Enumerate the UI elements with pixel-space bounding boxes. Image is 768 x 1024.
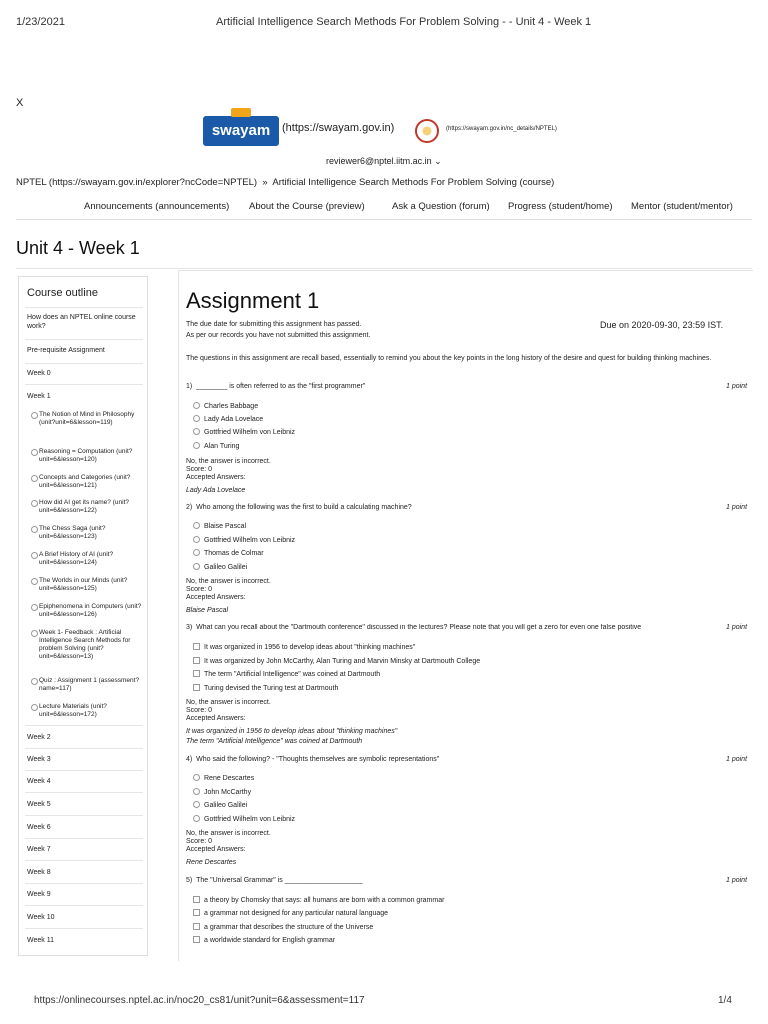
question-3: 3) What can you recall about the "Dartmouth conference" discussed in the lectures? Please note that you will get a zero for even one false positive: [186, 624, 642, 631]
sidebar-item-week-9[interactable]: Week 9: [27, 891, 51, 898]
lesson-item[interactable]: Epiphenomena in Computers (unit?unit=6&lesson=126): [31, 603, 143, 619]
lesson-item[interactable]: A Brief History of AI (unit?unit=6&lesson=124): [31, 551, 143, 567]
nav-announcements[interactable]: Announcements (announcements): [84, 201, 230, 212]
circle-icon: [31, 604, 38, 611]
circle-icon: [31, 526, 38, 533]
question-5: 5) The "Universal Grammar" is ____________________: [186, 877, 363, 884]
graduation-cap-icon: [231, 108, 251, 117]
checkbox-icon: [193, 657, 200, 664]
circle-icon: [31, 412, 38, 419]
sidebar-item-week-4[interactable]: Week 4: [27, 778, 51, 785]
divider: [25, 928, 143, 929]
checkbox-icon: [193, 643, 200, 650]
accepted-answer: Lady Ada Lovelace: [186, 487, 246, 494]
divider: [25, 339, 143, 340]
circle-icon: [31, 475, 38, 482]
breadcrumb-course[interactable]: Artificial Intelligence Search Methods For Problem Solving (course): [272, 177, 555, 188]
radio-icon: [193, 442, 200, 449]
print-date: 1/23/2021: [16, 16, 65, 28]
close-button[interactable]: X: [16, 97, 24, 109]
accepted-answer: Blaise Pascal: [186, 607, 229, 614]
assignment-intro: The questions in this assignment are recall based, essentially to remind you about the key points in the long history of the desire and quest for building thinking machines.: [186, 355, 712, 362]
breadcrumb-separator: »: [262, 177, 268, 188]
nav-about-course[interactable]: About the Course (preview): [249, 201, 365, 212]
swayam-logo[interactable]: [203, 116, 279, 146]
lesson-item[interactable]: Lecture Materials (unit?unit=6&lesson=172): [31, 703, 143, 719]
option-radio[interactable]: Lady Ada Lovelace: [193, 415, 263, 423]
checkbox-icon: [193, 909, 200, 916]
sidebar-item-week-6[interactable]: Week 6: [27, 824, 51, 831]
course-outline-heading: Course outline: [27, 287, 98, 299]
page-number: 1/4: [718, 995, 732, 1006]
option-checkbox[interactable]: It was organized in 1956 to develop ideas about "thinking machines": [193, 643, 415, 651]
option-checkbox[interactable]: It was organized by John McCarthy, Alan Turing and Marvin Minsky at Dartmouth College: [193, 657, 480, 665]
divider: [16, 268, 752, 269]
sidebar-item-week-1[interactable]: Week 1: [27, 393, 51, 400]
circle-icon: [31, 630, 38, 637]
sidebar-item-week-5[interactable]: Week 5: [27, 801, 51, 808]
divider: [25, 363, 143, 364]
radio-icon: [193, 549, 200, 556]
sidebar-item-how-it-works[interactable]: How does an NPTEL online course work?: [27, 314, 136, 330]
option-checkbox[interactable]: a grammar that describes the structure of the Universe: [193, 923, 373, 931]
nav-ask-question[interactable]: Ask a Question (forum): [392, 201, 490, 212]
radio-icon: [193, 428, 200, 435]
option-radio[interactable]: Galileo Galilei: [193, 563, 247, 571]
circle-icon: [31, 449, 38, 456]
divider: [25, 905, 143, 906]
assignment-title: Assignment 1: [186, 288, 320, 313]
radio-icon: [193, 536, 200, 543]
divider: [25, 748, 143, 749]
option-radio[interactable]: Thomas de Colmar: [193, 549, 264, 557]
accepted-answer: Rene Descartes: [186, 859, 237, 866]
radio-icon: [193, 402, 200, 409]
question-4: 4) Who said the following? - "Thoughts themselves are symbolic representations": [186, 756, 440, 763]
option-radio[interactable]: Charles Babbage: [193, 402, 258, 410]
option-radio[interactable]: Galileo Galilei: [193, 801, 247, 809]
divider: [25, 883, 143, 884]
points-label: 1 point: [726, 383, 748, 390]
option-checkbox[interactable]: Turing devised the Turing test at Dartmouth: [193, 684, 338, 692]
nptel-seal-icon[interactable]: [415, 119, 439, 143]
sidebar-item-week-8[interactable]: Week 8: [27, 869, 51, 876]
nptel-link[interactable]: (https://swayam.gov.in/nc_details/NPTEL): [446, 126, 557, 132]
sidebar-item-week-10[interactable]: Week 10: [27, 914, 55, 921]
option-radio[interactable]: Alan Turing: [193, 442, 239, 450]
radio-icon: [193, 522, 200, 529]
feedback: No, the answer is incorrect. Score: 0 Accepted Answers:: [186, 699, 271, 722]
sidebar-item-week-11[interactable]: Week 11: [27, 937, 54, 944]
lesson-item[interactable]: The Worlds in our Minds (unit?unit=6&lesson=125): [31, 577, 143, 593]
swayam-link[interactable]: (https://swayam.gov.in): [282, 122, 395, 134]
divider: [25, 815, 143, 816]
sidebar-item-week-0[interactable]: Week 0: [27, 370, 51, 377]
checkbox-icon: [193, 670, 200, 677]
points-label: 1 point: [726, 877, 748, 884]
checkbox-icon: [193, 923, 200, 930]
option-radio[interactable]: Blaise Pascal: [193, 522, 246, 530]
sidebar-item-week-2[interactable]: Week 2: [27, 734, 51, 741]
accepted-answer: The term "Artificial Intelligence" was coined at Dartmouth: [186, 738, 363, 745]
lesson-item[interactable]: The Notion of Mind in Philosophy (unit?unit=6&lesson=119): [31, 411, 143, 427]
feedback: No, the answer is incorrect. Score: 0 Accepted Answers:: [186, 830, 271, 853]
nav-progress[interactable]: Progress (student/home): [508, 201, 613, 212]
sidebar-item-prerequisite[interactable]: Pre-requisite Assignment: [27, 347, 105, 354]
sidebar-item-week-7[interactable]: Week 7: [27, 846, 51, 853]
course-nav: [16, 197, 752, 220]
divider: [25, 838, 143, 839]
divider: [25, 307, 143, 308]
page-title: Unit 4 - Week 1: [16, 238, 140, 258]
divider: [25, 384, 143, 385]
radio-icon: [193, 801, 200, 808]
circle-icon: [31, 704, 38, 711]
points-label: 1 point: [726, 756, 748, 763]
feedback: No, the answer is incorrect. Score: 0 Accepted Answers:: [186, 458, 271, 481]
checkbox-icon: [193, 936, 200, 943]
checkbox-icon: [193, 896, 200, 903]
swayam-logo-text: swayam: [211, 122, 271, 139]
option-radio[interactable]: Gottfried Wilhelm von Leibniz: [193, 815, 295, 823]
option-radio[interactable]: John McCarthy: [193, 788, 251, 796]
accepted-answer: It was organized in 1956 to develop ideas about "thinking machines": [186, 728, 398, 735]
sidebar-item-week-3[interactable]: Week 3: [27, 756, 51, 763]
option-checkbox[interactable]: a worldwide standard for English grammar: [193, 936, 335, 944]
checkbox-icon: [193, 684, 200, 691]
option-radio[interactable]: Rene Descartes: [193, 774, 254, 782]
divider: [25, 860, 143, 861]
feedback: No, the answer is incorrect. Score: 0 Accepted Answers:: [186, 578, 271, 601]
breadcrumb: [16, 177, 554, 188]
lesson-item[interactable]: Quiz : Assignment 1 (assessment?name=117): [31, 677, 143, 693]
option-checkbox[interactable]: The term "Artificial Intelligence" was coined at Dartmouth: [193, 670, 380, 678]
lesson-item[interactable]: How did AI get its name? (unit?unit=6&lesson=122): [31, 499, 143, 515]
print-footer-url: https://onlinecourses.nptel.ac.in/noc20_cs81/unit?unit=6&assessment=117: [34, 995, 365, 1006]
lesson-item[interactable]: Reasoning = Computation (unit?unit=6&lesson=120): [31, 448, 143, 464]
option-checkbox[interactable]: a grammar not designed for any particular natural language: [193, 909, 388, 917]
circle-icon: [31, 578, 38, 585]
radio-icon: [193, 563, 200, 570]
user-menu[interactable]: reviewer6@nptel.iitm.ac.in ⌄: [326, 156, 442, 166]
assignment-panel: [178, 270, 753, 961]
not-submitted-note: As per our records you have not submitted this assignment.: [186, 332, 371, 339]
deadline-passed-note: The due date for submitting this assignment has passed.: [186, 321, 362, 328]
course-outline-sidebar: [18, 276, 148, 956]
lesson-item[interactable]: Week 1- Feedback : Artificial Intelligence Search Methods for problem Solving (unit?unit=6&lesson=13): [31, 629, 143, 661]
due-date: Due on 2020-09-30, 23:59 IST.: [600, 320, 724, 330]
divider: [25, 770, 143, 771]
option-radio[interactable]: Gottfried Wilhelm von Leibniz: [193, 428, 295, 436]
divider: [25, 725, 143, 726]
points-label: 1 point: [726, 624, 748, 631]
question-2: 2) Who among the following was the first to build a calculating machine?: [186, 504, 412, 511]
radio-icon: [193, 788, 200, 795]
print-title: Artificial Intelligence Search Methods For Problem Solving - - Unit 4 - Week 1: [216, 16, 592, 28]
points-label: 1 point: [726, 504, 748, 511]
question-1: 1) ________ is often referred to as the "first programmer": [186, 383, 366, 390]
lesson-item[interactable]: The Chess Saga (unit?unit=6&lesson=123): [31, 525, 143, 541]
radio-icon: [193, 815, 200, 822]
option-radio[interactable]: Gottfried Wilhelm von Leibniz: [193, 536, 295, 544]
breadcrumb-root[interactable]: NPTEL (https://swayam.gov.in/explorer?ncCode=NPTEL): [16, 177, 258, 188]
lesson-item[interactable]: Concepts and Categories (unit?unit=6&lesson=121): [31, 474, 143, 490]
circle-icon: [31, 678, 38, 685]
circle-icon: [31, 500, 38, 507]
radio-icon: [193, 415, 200, 422]
divider: [25, 792, 143, 793]
radio-icon: [193, 774, 200, 781]
option-checkbox[interactable]: a theory by Chomsky that says: all humans are born with a common grammar: [193, 896, 444, 904]
circle-icon: [31, 552, 38, 559]
nav-mentor[interactable]: Mentor (student/mentor): [631, 201, 733, 212]
